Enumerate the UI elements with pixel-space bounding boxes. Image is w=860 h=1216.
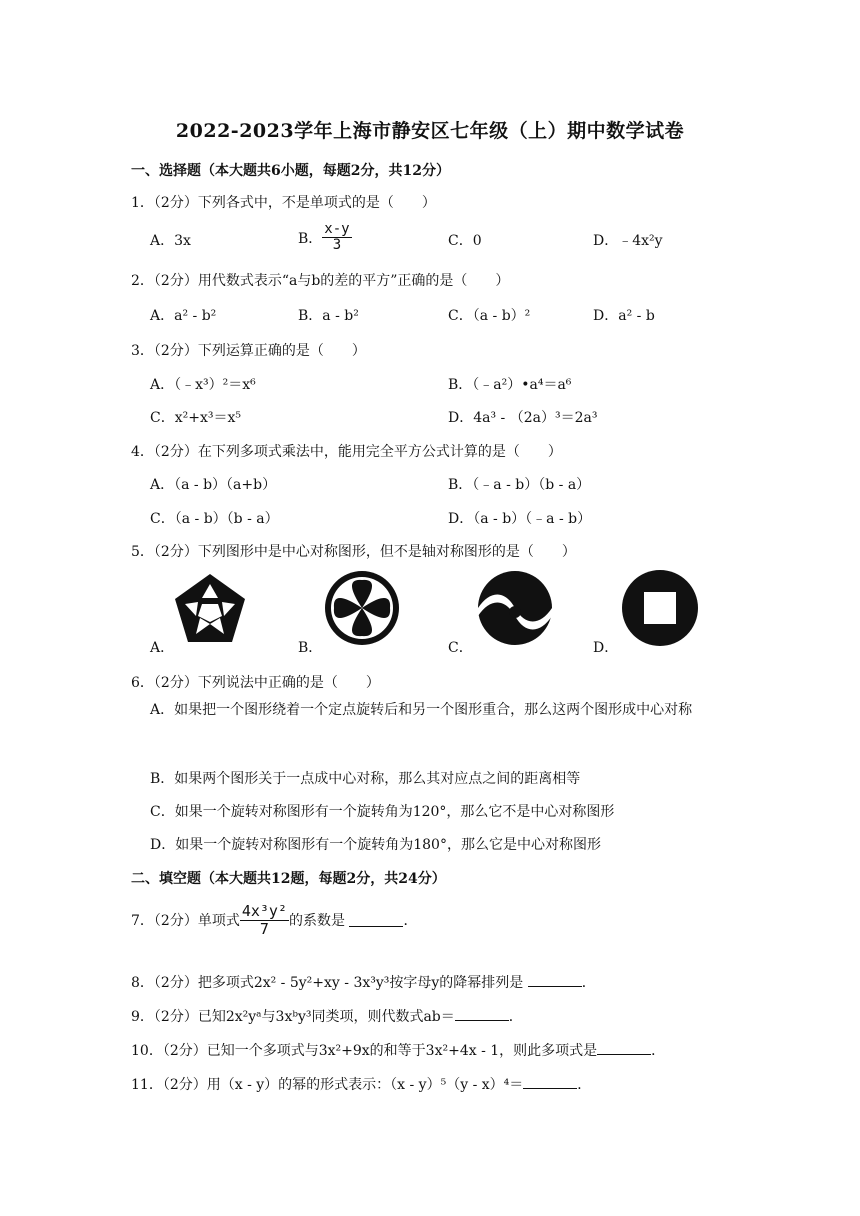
- question-11-text: 11．（2分）用（x - y）的幂的形式表示：（x - y）⁵（y - x）⁴＝: [131, 1077, 524, 1093]
- fraction-numerator: x-y: [324, 221, 350, 237]
- question-1-stem: 1．（2分）下列各式中，不是单项式的是（ ）: [131, 195, 436, 211]
- question-4-option-b: B．（﹣a - b）（b - a）: [448, 477, 591, 493]
- question-6-option-d: D．如果一个旋转对称图形有一个旋转角为180°，那么它是中心对称图形: [150, 837, 601, 853]
- question-5-stem: 5．（2分）下列图形中是中心对称图形，但不是轴对称图形的是（ ）: [131, 544, 576, 560]
- question-5-option-d: D．: [593, 640, 619, 656]
- question-7-fraction: [240, 903, 289, 937]
- question-9-text: 9．（2分）已知2x²yᵃ与3xᵇy³同类项，则代数式ab＝: [131, 1009, 455, 1025]
- question-10-answer-blank[interactable]: [597, 1042, 651, 1055]
- question-9: [131, 1006, 523, 1026]
- question-3-option-d: D．4a³ - （2a）³＝2a³: [448, 410, 598, 426]
- question-6-option-a: A．如果把一个图形绕着一个定点旋转后和另一个图形重合，那么这两个图形成中心对称: [150, 702, 693, 718]
- figure-b-circle-petals-icon: [322, 568, 402, 648]
- fraction-denominator: 7: [259, 919, 269, 938]
- question-2-option-b: B．a - b²: [298, 308, 359, 324]
- question-2-option-d: D．a² - b: [593, 308, 655, 324]
- question-6-option-c: C．如果一个旋转对称图形有一个旋转角为120°，那么它不是中心对称图形: [150, 804, 615, 820]
- fraction-denominator: 3: [332, 237, 342, 254]
- question-6-stem: 6．（2分）下列说法中正确的是（ ）: [131, 675, 380, 691]
- question-3-option-b: B．（﹣a²）•a⁴＝a⁶: [448, 377, 572, 393]
- question-7: [131, 903, 417, 937]
- question-8-text: 8．（2分）把多项式2x² - 5y²+xy - 3x³y³按字母y的降幂排列是: [131, 975, 524, 991]
- question-4-stem: 4．（2分）在下列多项式乘法中，能用完全平方公式计算的是（ ）: [131, 444, 562, 460]
- question-2-option-a: A．a² - b²: [150, 308, 217, 324]
- question-1-option-c: C．0: [448, 233, 482, 249]
- question-7-prefix: 7．（2分）单项式: [131, 913, 240, 929]
- section-choice-heading: 一、选择题（本大题共6小题，每题2分，共12分）: [131, 163, 450, 179]
- question-10-text: 10．（2分）已知一个多项式与3x²+9x的和等于3x²+4x - 1，则此多项式是: [131, 1043, 598, 1059]
- question-7-answer-blank[interactable]: [349, 914, 403, 927]
- question-3-option-c: C．x²+x³＝x⁵: [150, 410, 241, 426]
- fraction-numerator: 4x³y²: [241, 902, 287, 920]
- page-title: 2022-2023学年上海市静安区七年级（上）期中数学试卷: [175, 120, 685, 142]
- question-9-end: ．: [508, 1009, 523, 1025]
- question-1-option-b: [298, 222, 352, 254]
- question-10-end: ．: [651, 1043, 666, 1059]
- figure-d-coin-square-icon: [620, 568, 700, 648]
- question-9-answer-blank[interactable]: [455, 1008, 509, 1021]
- question-1-option-a: A．3x: [150, 233, 191, 249]
- question-7-end: ．: [403, 913, 418, 929]
- question-8-answer-blank[interactable]: [528, 974, 582, 987]
- question-5-option-b: B．: [298, 640, 323, 656]
- question-8-end: ．: [581, 975, 596, 991]
- question-7-suffix: 的系数是: [288, 913, 345, 929]
- question-4-option-c: C．（a - b）（b - a）: [150, 511, 279, 527]
- figure-c-wave-circle-icon: [475, 568, 555, 648]
- question-2-option-c: C．（a - b）²: [448, 308, 531, 324]
- question-1-option-b-fraction: [322, 222, 351, 254]
- question-1-option-b-label: B．: [298, 230, 323, 247]
- question-10: [131, 1040, 665, 1060]
- question-6-option-b: B．如果两个图形关于一点成中心对称，那么其对应点之间的距离相等: [150, 771, 581, 787]
- question-4-option-d: D．（a - b）（﹣a - b）: [448, 511, 592, 527]
- figure-a-pentagon-icon: [172, 572, 248, 648]
- question-11-end: ．: [577, 1077, 592, 1093]
- question-8: [131, 972, 596, 992]
- question-11: [131, 1074, 591, 1094]
- question-3-option-a: A．（﹣x³）²＝x⁶: [150, 377, 256, 393]
- question-11-answer-blank[interactable]: [523, 1076, 577, 1089]
- question-2-stem: 2．（2分）用代数式表示“a与b的差的平方”正确的是（ ）: [131, 273, 510, 289]
- question-5-option-a: A．: [150, 640, 175, 656]
- question-3-stem: 3．（2分）下列运算正确的是（ ）: [131, 343, 366, 359]
- question-1-option-d: D．﹣4x²y: [593, 233, 663, 249]
- question-5-option-c: C．: [448, 640, 473, 656]
- question-4-option-a: A．（a - b）（a+b）: [150, 477, 277, 493]
- section-fill-heading: 二、填空题（本大题共12题，每题2分，共24分）: [131, 871, 446, 887]
